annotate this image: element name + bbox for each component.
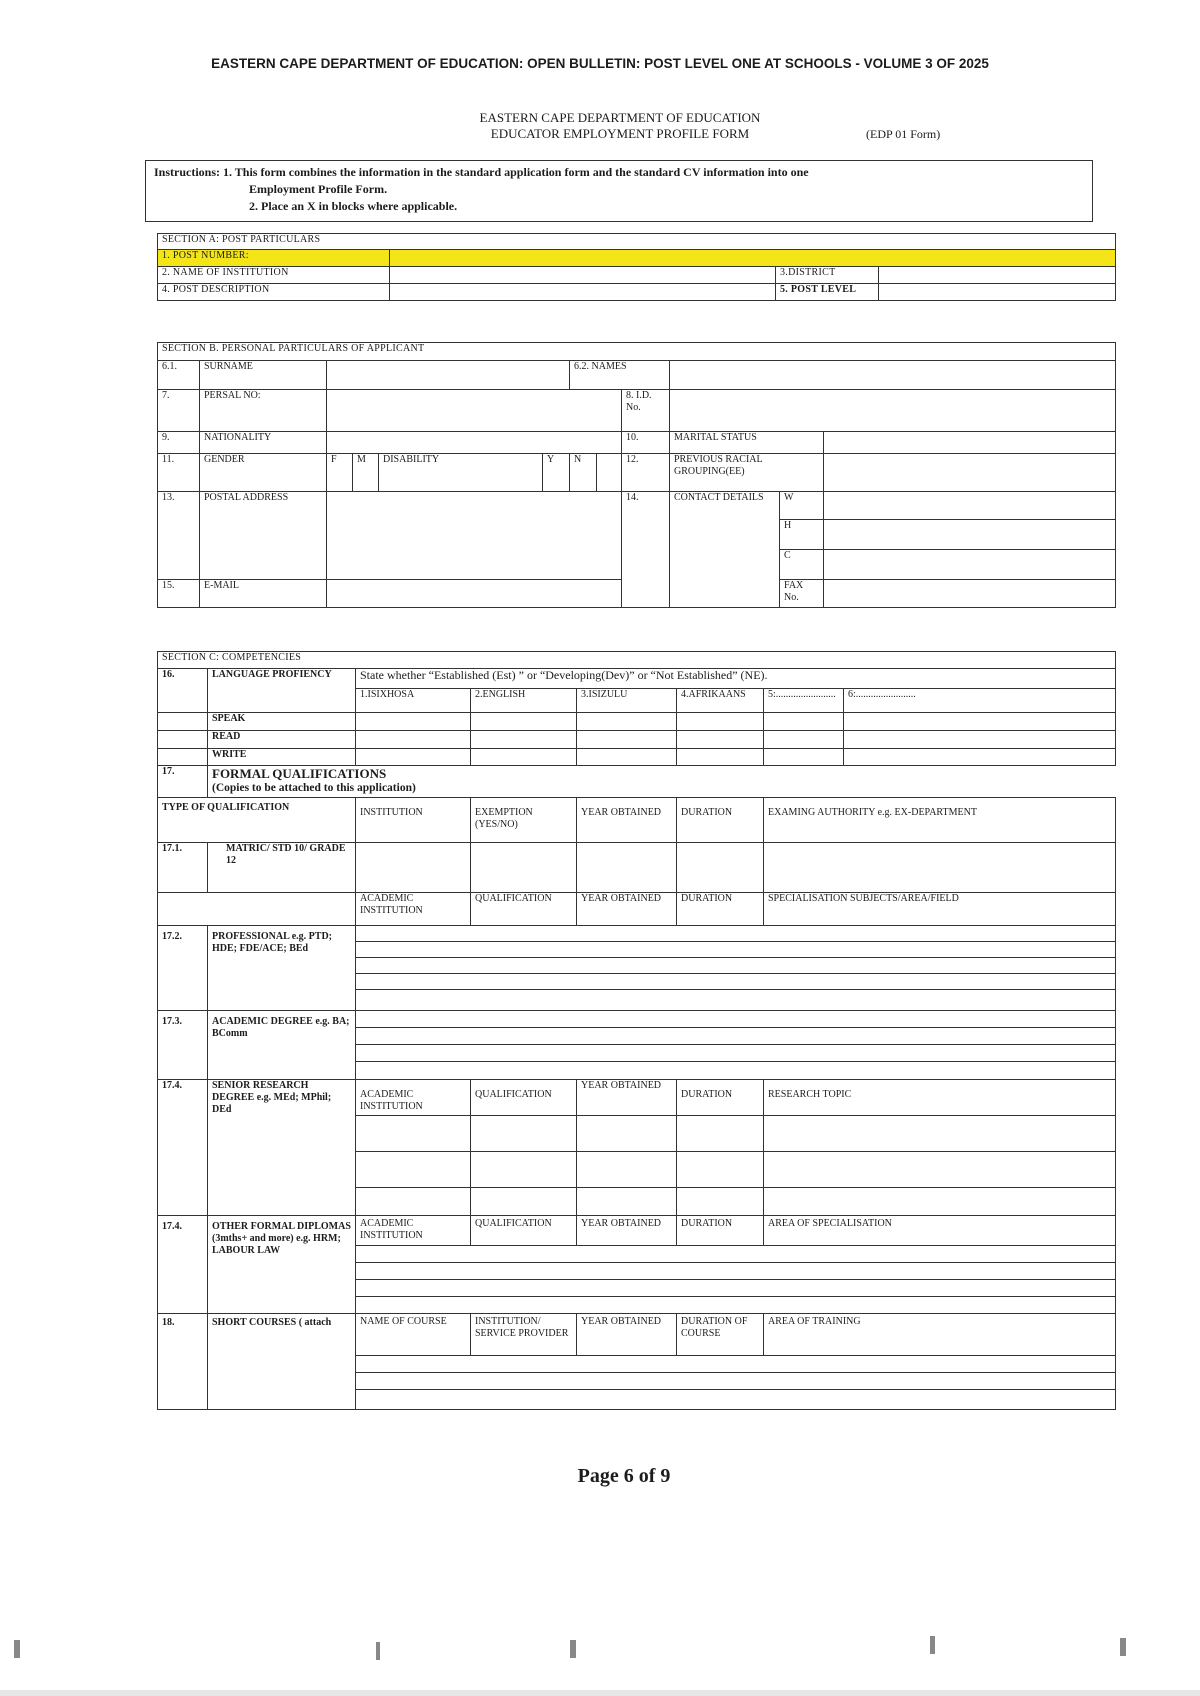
read-other-6[interactable] <box>844 731 1116 749</box>
lang-other-6: 6:........................ <box>844 689 1116 713</box>
research-topic-header: RESEARCH TOPIC <box>764 1080 1116 1116</box>
persal-boxes[interactable] <box>327 390 622 432</box>
senior-research-label: SENIOR RESEARCH DEGREE e.g. MEd; MPhil; DEd <box>208 1080 356 1216</box>
read-english[interactable] <box>471 731 577 749</box>
speak-english[interactable] <box>471 713 577 731</box>
blank-cell <box>158 893 356 926</box>
qualification-header: QUALIFICATION <box>471 893 577 926</box>
speak-isizulu[interactable] <box>577 713 677 731</box>
other-year-header: YEAR OBTAINED <box>577 1216 677 1245</box>
senior-year-3[interactable] <box>577 1188 677 1216</box>
senior-institution-2[interactable] <box>356 1152 471 1188</box>
post-number-boxes[interactable] <box>390 250 1116 267</box>
nationality-field[interactable] <box>327 432 622 454</box>
marital-status-label: MARITAL STATUS <box>670 432 824 454</box>
email-label: E-MAIL <box>200 580 327 608</box>
row-17-number: 17. <box>158 766 208 798</box>
write-label: WRITE <box>208 749 356 766</box>
names-field[interactable] <box>670 361 1116 390</box>
row-7-number: 7. <box>158 390 200 432</box>
postal-address-field[interactable] <box>327 492 622 580</box>
matric-exemption[interactable] <box>471 843 577 893</box>
row-13-number: 13. <box>158 492 200 580</box>
section-b-table <box>157 342 1116 608</box>
academic-degree-lines[interactable] <box>356 1011 1116 1080</box>
write-english[interactable] <box>471 749 577 766</box>
gender-label: GENDER <box>200 454 327 492</box>
institution-header: INSTITUTION <box>356 798 471 843</box>
short-courses-block[interactable] <box>356 1314 1116 1410</box>
row-17-3-number: 17.3. <box>158 1011 208 1080</box>
gender-f-box[interactable]: F <box>327 454 353 492</box>
blank-cell <box>158 731 208 749</box>
row-10-number: 10. <box>622 432 670 454</box>
form-title <box>400 110 840 142</box>
disability-label: DISABILITY <box>379 454 543 492</box>
course-duration-header: DURATION OF COURSE <box>677 1314 764 1355</box>
contact-fax-label: FAX No. <box>780 580 824 608</box>
id-number-label: I.D. No. <box>626 390 652 413</box>
senior-topic-3[interactable] <box>764 1188 1116 1216</box>
disability-n-box[interactable]: N <box>570 454 597 492</box>
surname-field[interactable] <box>327 361 570 390</box>
district-label: 3.DISTRICT <box>776 267 879 284</box>
year-obtained-header: YEAR OBTAINED <box>577 798 677 843</box>
institution-name-field[interactable] <box>390 267 776 284</box>
row-12-number: 12. <box>622 454 670 492</box>
racial-grouping-label: PREVIOUS RACIAL GROUPING(EE) <box>670 454 824 492</box>
racial-grouping-field[interactable] <box>824 454 1116 492</box>
row-17-1-number: 17.1. <box>158 843 208 893</box>
row-14-number: 14. <box>622 492 670 608</box>
area-of-training-header: AREA OF TRAINING <box>768 1316 861 1327</box>
other-diplomas-label: OTHER FORMAL DIPLOMAS (3mths+ and more) e.g. HRM; LABOUR LAW <box>208 1216 356 1314</box>
marital-status-field[interactable] <box>824 432 1116 454</box>
write-other-5[interactable] <box>764 749 844 766</box>
read-isizulu[interactable] <box>577 731 677 749</box>
professional-lines[interactable] <box>356 926 1116 1011</box>
post-number-label: 1. POST NUMBER: <box>158 250 390 267</box>
other-diplomas-block[interactable] <box>356 1216 1116 1314</box>
formal-qualifications-label: FORMAL QUALIFICATIONS <box>212 766 387 781</box>
speak-label: SPEAK <box>208 713 356 731</box>
id-number-boxes[interactable] <box>670 390 1116 432</box>
post-description-label: 4. POST DESCRIPTION <box>158 284 390 301</box>
other-qualification-header: QUALIFICATION <box>471 1216 577 1245</box>
area-of-specialisation-header: AREA OF SPECIALISATION <box>768 1218 892 1229</box>
row-6-1-number: 6.1. <box>158 361 200 390</box>
year-obtained-header-2: YEAR OBTAINED <box>577 893 677 926</box>
speak-isixhosa[interactable] <box>356 713 471 731</box>
senior-qualification-2[interactable] <box>471 1152 577 1188</box>
persal-label: PERSAL NO: <box>200 390 327 432</box>
senior-year-1[interactable] <box>577 1116 677 1152</box>
lang-english: 2.ENGLISH <box>471 689 577 713</box>
post-description-field[interactable] <box>390 284 776 301</box>
examining-authority-header: EXAMING AUTHORITY e.g. EX-DEPARTMENT <box>764 798 1116 843</box>
senior-qualification-header: QUALIFICATION <box>471 1080 577 1116</box>
senior-year-2[interactable] <box>577 1152 677 1188</box>
form-title-line2: EDUCATOR EMPLOYMENT PROFILE FORM <box>490 126 750 141</box>
gender-m-box[interactable]: M <box>353 454 379 492</box>
instruction-line-1: Instructions: 1. This form combines the information in the standard application form and the standard CV information into one <box>154 165 809 179</box>
professional-label: PROFESSIONAL e.g. PTD; HDE; FDE/ACE; BEd <box>208 926 356 1011</box>
district-field[interactable] <box>879 267 1116 284</box>
bulletin-header: EASTERN CAPE DEPARTMENT OF EDUCATION: OPEN BULLETIN: POST LEVEL ONE AT SCHOOLS - VOLUME 3 OF 2025 <box>211 56 989 71</box>
academic-institution-header: ACADEMIC INSTITUTION <box>356 893 471 926</box>
read-other-5[interactable] <box>764 731 844 749</box>
course-name-header: NAME OF COURSE <box>356 1314 471 1355</box>
scan-mark <box>376 1642 380 1660</box>
exemption-header: EXEMPTION (YES/NO) <box>471 798 577 843</box>
form-code: (EDP 01 Form) <box>866 127 941 141</box>
lang-isizulu: 3.ISIZULU <box>577 689 677 713</box>
senior-duration-1[interactable] <box>677 1116 764 1152</box>
duration-header-2: DURATION <box>677 893 764 926</box>
row-8-number <box>622 390 670 432</box>
section-b-title: SECTION B. PERSONAL PARTICULARS OF APPLICANT <box>158 343 1116 361</box>
contact-h-label: H <box>780 520 824 550</box>
contact-h-field[interactable] <box>824 520 1116 550</box>
contact-fax-field[interactable] <box>824 580 1116 608</box>
speak-afrikaans[interactable] <box>677 713 764 731</box>
row-16-number: 16. <box>158 669 208 713</box>
copies-note: (Copies to be attached to this application) <box>212 782 416 794</box>
instruction-line-3: 2. Place an X in blocks where applicable. <box>249 199 458 213</box>
senior-duration-3[interactable] <box>677 1188 764 1216</box>
form-title-line1: EASTERN CAPE DEPARTMENT OF EDUCATION <box>479 110 761 125</box>
write-isixhosa[interactable] <box>356 749 471 766</box>
senior-qualification-1[interactable] <box>471 1116 577 1152</box>
lang-afrikaans: 4.AFRIKAANS <box>677 689 764 713</box>
contact-w-field[interactable] <box>824 492 1116 520</box>
contact-c-field[interactable] <box>824 550 1116 580</box>
scan-edge <box>0 1690 1200 1696</box>
section-c-table <box>157 651 1116 1410</box>
scan-mark <box>1120 1638 1126 1656</box>
postal-address-label: POSTAL ADDRESS <box>200 492 327 580</box>
matric-label: MATRIC/ STD 10/ GRADE 12 <box>208 843 356 893</box>
senior-duration-2[interactable] <box>677 1152 764 1188</box>
institution-name-label: 2. NAME OF INSTITUTION <box>158 267 390 284</box>
matric-examining-authority[interactable] <box>764 843 1116 893</box>
surname-label: SURNAME <box>200 361 327 390</box>
page-number: Page 6 of 9 <box>577 1465 671 1487</box>
language-instruction: State whether “Established (Est) ” or “Developing(Dev)” or “Not Established” (NE). <box>356 669 1116 689</box>
senior-topic-1[interactable] <box>764 1116 1116 1152</box>
email-field[interactable] <box>327 580 622 608</box>
read-afrikaans[interactable] <box>677 731 764 749</box>
read-isixhosa[interactable] <box>356 731 471 749</box>
post-level-label: 5. POST LEVEL <box>776 284 879 301</box>
row-9-number: 9. <box>158 432 200 454</box>
read-label: READ <box>208 731 356 749</box>
blank-cell <box>158 713 208 731</box>
instructions-box <box>145 160 1093 222</box>
type-of-qualification-header: TYPE OF QUALIFICATION <box>158 798 356 843</box>
blank-cell <box>597 454 622 492</box>
short-courses-label: SHORT COURSES ( attach <box>208 1314 356 1410</box>
speak-other-5[interactable] <box>764 713 844 731</box>
contact-c-label: C <box>780 550 824 580</box>
senior-institution-3[interactable] <box>356 1188 471 1216</box>
section-a-table <box>157 233 1116 301</box>
section-a-title: SECTION A: POST PARTICULARS <box>158 234 1116 250</box>
course-year-header: YEAR OBTAINED <box>577 1314 677 1355</box>
senior-qualification-3[interactable] <box>471 1188 577 1216</box>
scan-mark <box>570 1640 576 1658</box>
senior-duration-header: DURATION <box>677 1080 764 1116</box>
row-11-number: 11. <box>158 454 200 492</box>
row-17-4-number: 17.4. <box>158 1080 208 1216</box>
contact-details-label: CONTACT DETAILS <box>670 492 780 608</box>
senior-academic-institution-header: ACADEMIC INSTITUTION <box>356 1080 471 1116</box>
other-academic-institution-header: ACADEMIC INSTITUTION <box>356 1216 471 1245</box>
matric-year[interactable] <box>577 843 677 893</box>
matric-duration[interactable] <box>677 843 764 893</box>
nationality-label: NATIONALITY <box>200 432 327 454</box>
duration-header: DURATION <box>677 798 764 843</box>
row-18-number: 18. <box>158 1314 208 1410</box>
write-other-6[interactable] <box>844 749 1116 766</box>
names-label: 6.2. NAMES <box>570 361 670 390</box>
academic-degree-label: ACADEMIC DEGREE e.g. BA; BComm <box>208 1011 356 1080</box>
row-17-4b-number: 17.4. <box>158 1216 208 1314</box>
lang-other-5: 5:........................ <box>764 689 844 713</box>
disability-y-box[interactable]: Y <box>543 454 570 492</box>
instruction-line-2: Employment Profile Form. <box>249 182 388 196</box>
row-17-2-number: 17.2. <box>158 926 208 1011</box>
post-level-field[interactable] <box>879 284 1116 301</box>
write-afrikaans[interactable] <box>677 749 764 766</box>
senior-topic-2[interactable] <box>764 1152 1116 1188</box>
section-c-title: SECTION C: COMPETENCIES <box>158 652 1116 669</box>
speak-other-6[interactable] <box>844 713 1116 731</box>
service-provider-header: INSTITUTION/ SERVICE PROVIDER <box>471 1314 577 1355</box>
contact-w-label: W <box>780 492 824 520</box>
senior-year-header: YEAR OBTAINED <box>577 1080 677 1116</box>
scan-mark <box>14 1640 20 1658</box>
scan-mark <box>930 1636 935 1654</box>
specialisation-header: SPECIALISATION SUBJECTS/AREA/FIELD <box>764 893 1116 926</box>
write-isizulu[interactable] <box>577 749 677 766</box>
matric-institution[interactable] <box>356 843 471 893</box>
senior-institution-1[interactable] <box>356 1116 471 1152</box>
other-duration-header: DURATION <box>677 1216 764 1245</box>
lang-isixhosa: 1.ISIXHOSA <box>356 689 471 713</box>
row-15-number: 15. <box>158 580 200 608</box>
row-8-num: 8. <box>626 390 634 401</box>
language-proficiency-label: LANGUAGE PROFIENCY <box>208 669 356 713</box>
blank-cell <box>158 749 208 766</box>
